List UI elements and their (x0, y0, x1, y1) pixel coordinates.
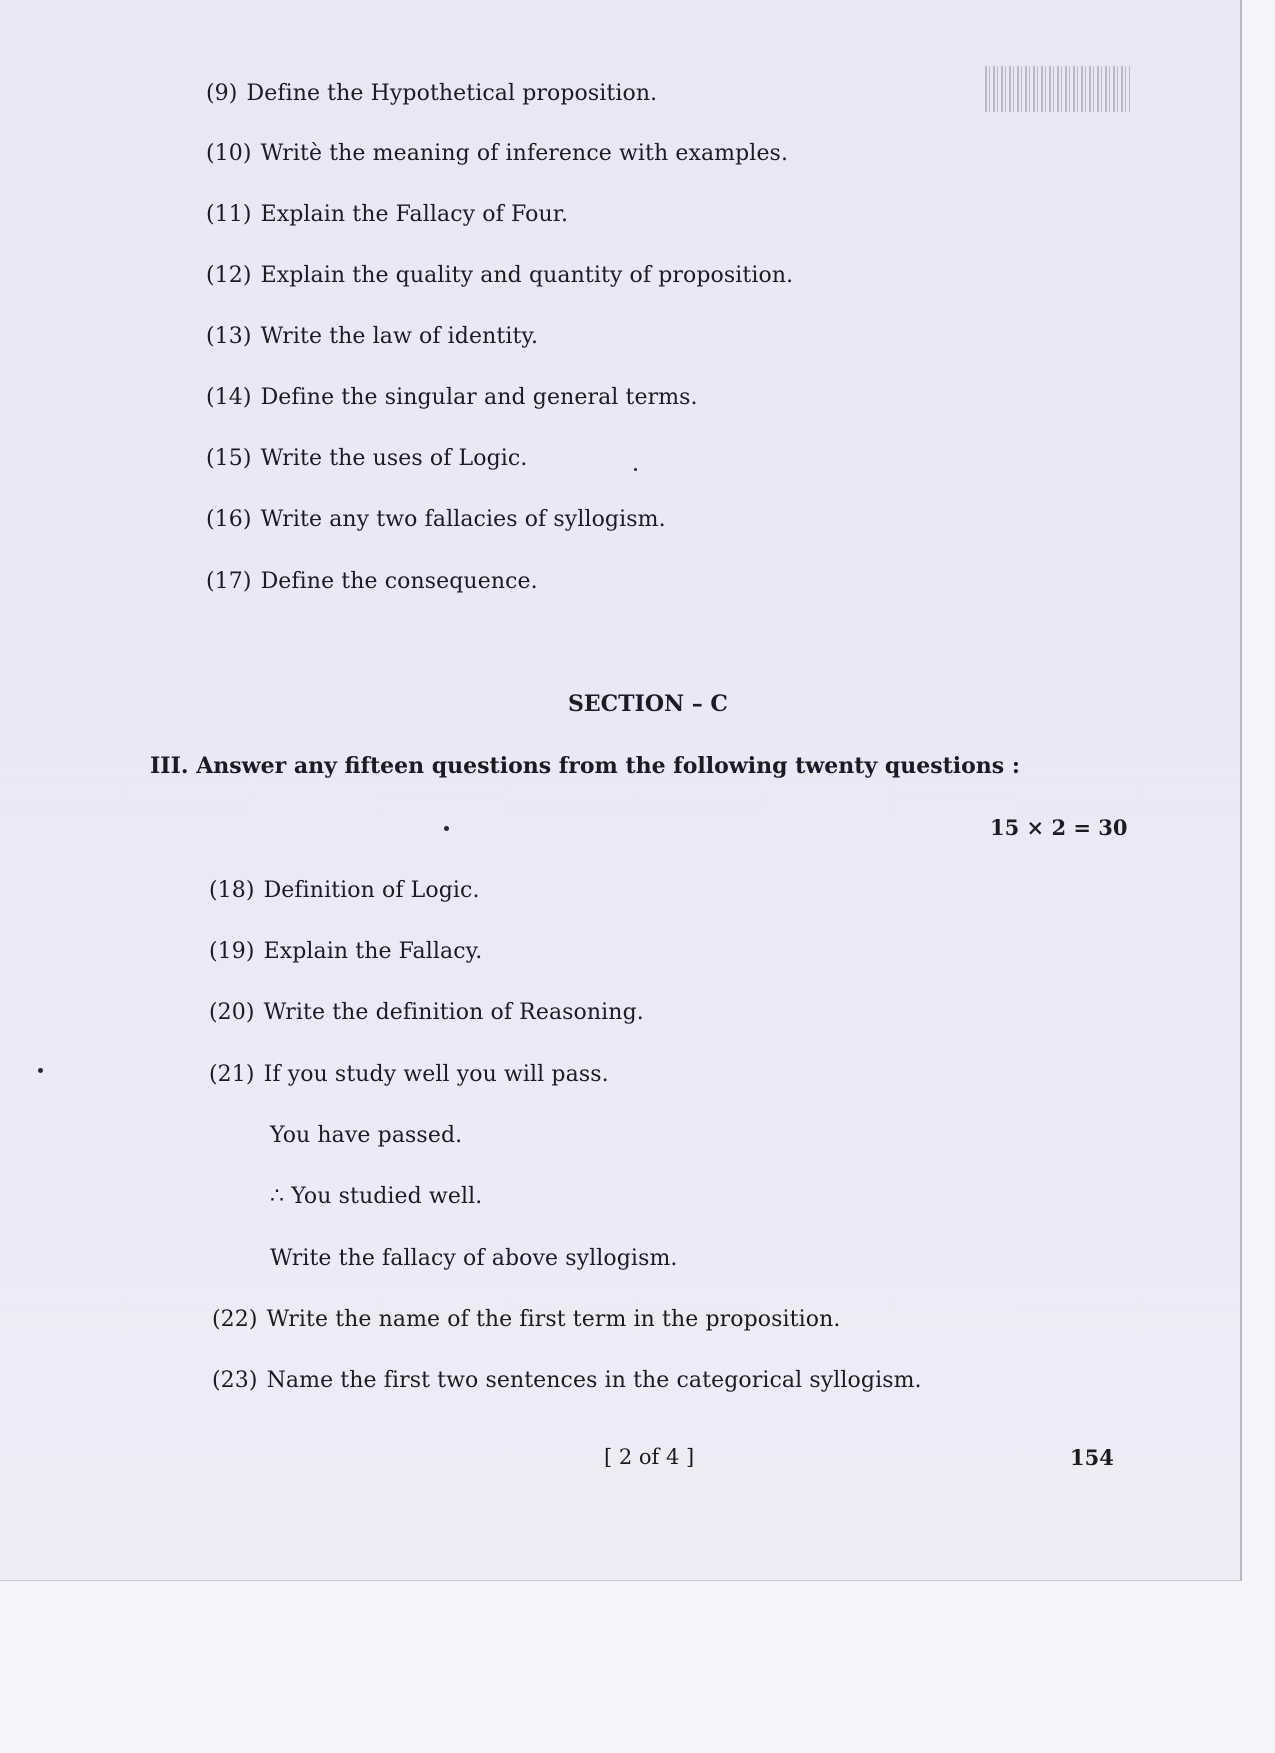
question-number: (13) (206, 324, 252, 349)
question-number: (20) (209, 1000, 255, 1025)
question-17 (206, 568, 538, 596)
question-text: Name the first two sentences in the categorical syllogism. (266, 1368, 922, 1393)
question-13 (206, 323, 538, 351)
question-text: Definition of Logic. (263, 878, 480, 903)
question-number: (15) (206, 446, 252, 471)
question-text: Explain the quality and quantity of proposition. (260, 263, 794, 288)
question-number: (12) (206, 263, 252, 288)
question-15 (206, 445, 527, 473)
question-text: Write the definition of Reasoning. (263, 1000, 644, 1025)
question-text: Explain the Fallacy. (263, 939, 483, 964)
question-21 (209, 1061, 609, 1089)
question-text: Define the Hypothetical proposition. (246, 81, 658, 106)
question-text: Write the name of the first term in the proposition. (266, 1307, 841, 1332)
question-number: (19) (209, 939, 255, 964)
question-number: (18) (209, 878, 255, 903)
question-number: (23) (212, 1368, 258, 1393)
question-number: (10) (206, 141, 252, 166)
question-23 (212, 1367, 922, 1395)
question-text: Write the law of identity. (260, 324, 539, 349)
question-number: (16) (206, 507, 252, 532)
question-text: Write any two fallacies of syllogism. (260, 507, 666, 532)
question-text: Write the uses of Logic. (260, 446, 528, 471)
question-19 (209, 938, 482, 966)
scan-mark (444, 826, 449, 831)
question-22 (212, 1306, 840, 1334)
question-number: (9) (206, 81, 238, 106)
question-text: If you study well you will pass. (263, 1062, 609, 1087)
question-14 (206, 384, 698, 412)
paper-code: 154 (1070, 1445, 1114, 1470)
question-16 (206, 506, 666, 534)
question-number: (22) (212, 1307, 258, 1332)
section-c-marks: 15 × 2 = 30 (990, 815, 1128, 840)
question-number: (17) (206, 569, 252, 594)
scan-mark (38, 1068, 43, 1073)
section-c-heading: SECTION – C (568, 691, 728, 717)
question-text: Define the consequence. (260, 569, 538, 594)
question-11 (206, 201, 568, 229)
question-20 (209, 999, 644, 1027)
page-number: [ 2 of 4 ] (604, 1445, 695, 1469)
question-text: Explain the Fallacy of Four. (260, 202, 569, 227)
question-number: (14) (206, 385, 252, 410)
question-number: (11) (206, 202, 252, 227)
barcode (985, 66, 1130, 112)
question-18 (209, 877, 480, 905)
q21-instruction: Write the fallacy of above syllogism. (270, 1246, 678, 1271)
question-text: Writè the meaning of inference with examples. (260, 141, 789, 166)
question-12 (206, 262, 793, 290)
scan-mark (634, 468, 637, 471)
question-text: Define the singular and general terms. (260, 385, 698, 410)
question-10 (206, 140, 788, 168)
question-9 (206, 80, 657, 108)
question-number: (21) (209, 1062, 255, 1087)
section-c-instruction: III. Answer any fifteen questions from the following twenty questions : (150, 753, 1020, 779)
q21-conclusion: ∴ You studied well. (270, 1184, 483, 1209)
q21-premise-2: You have passed. (270, 1123, 463, 1148)
